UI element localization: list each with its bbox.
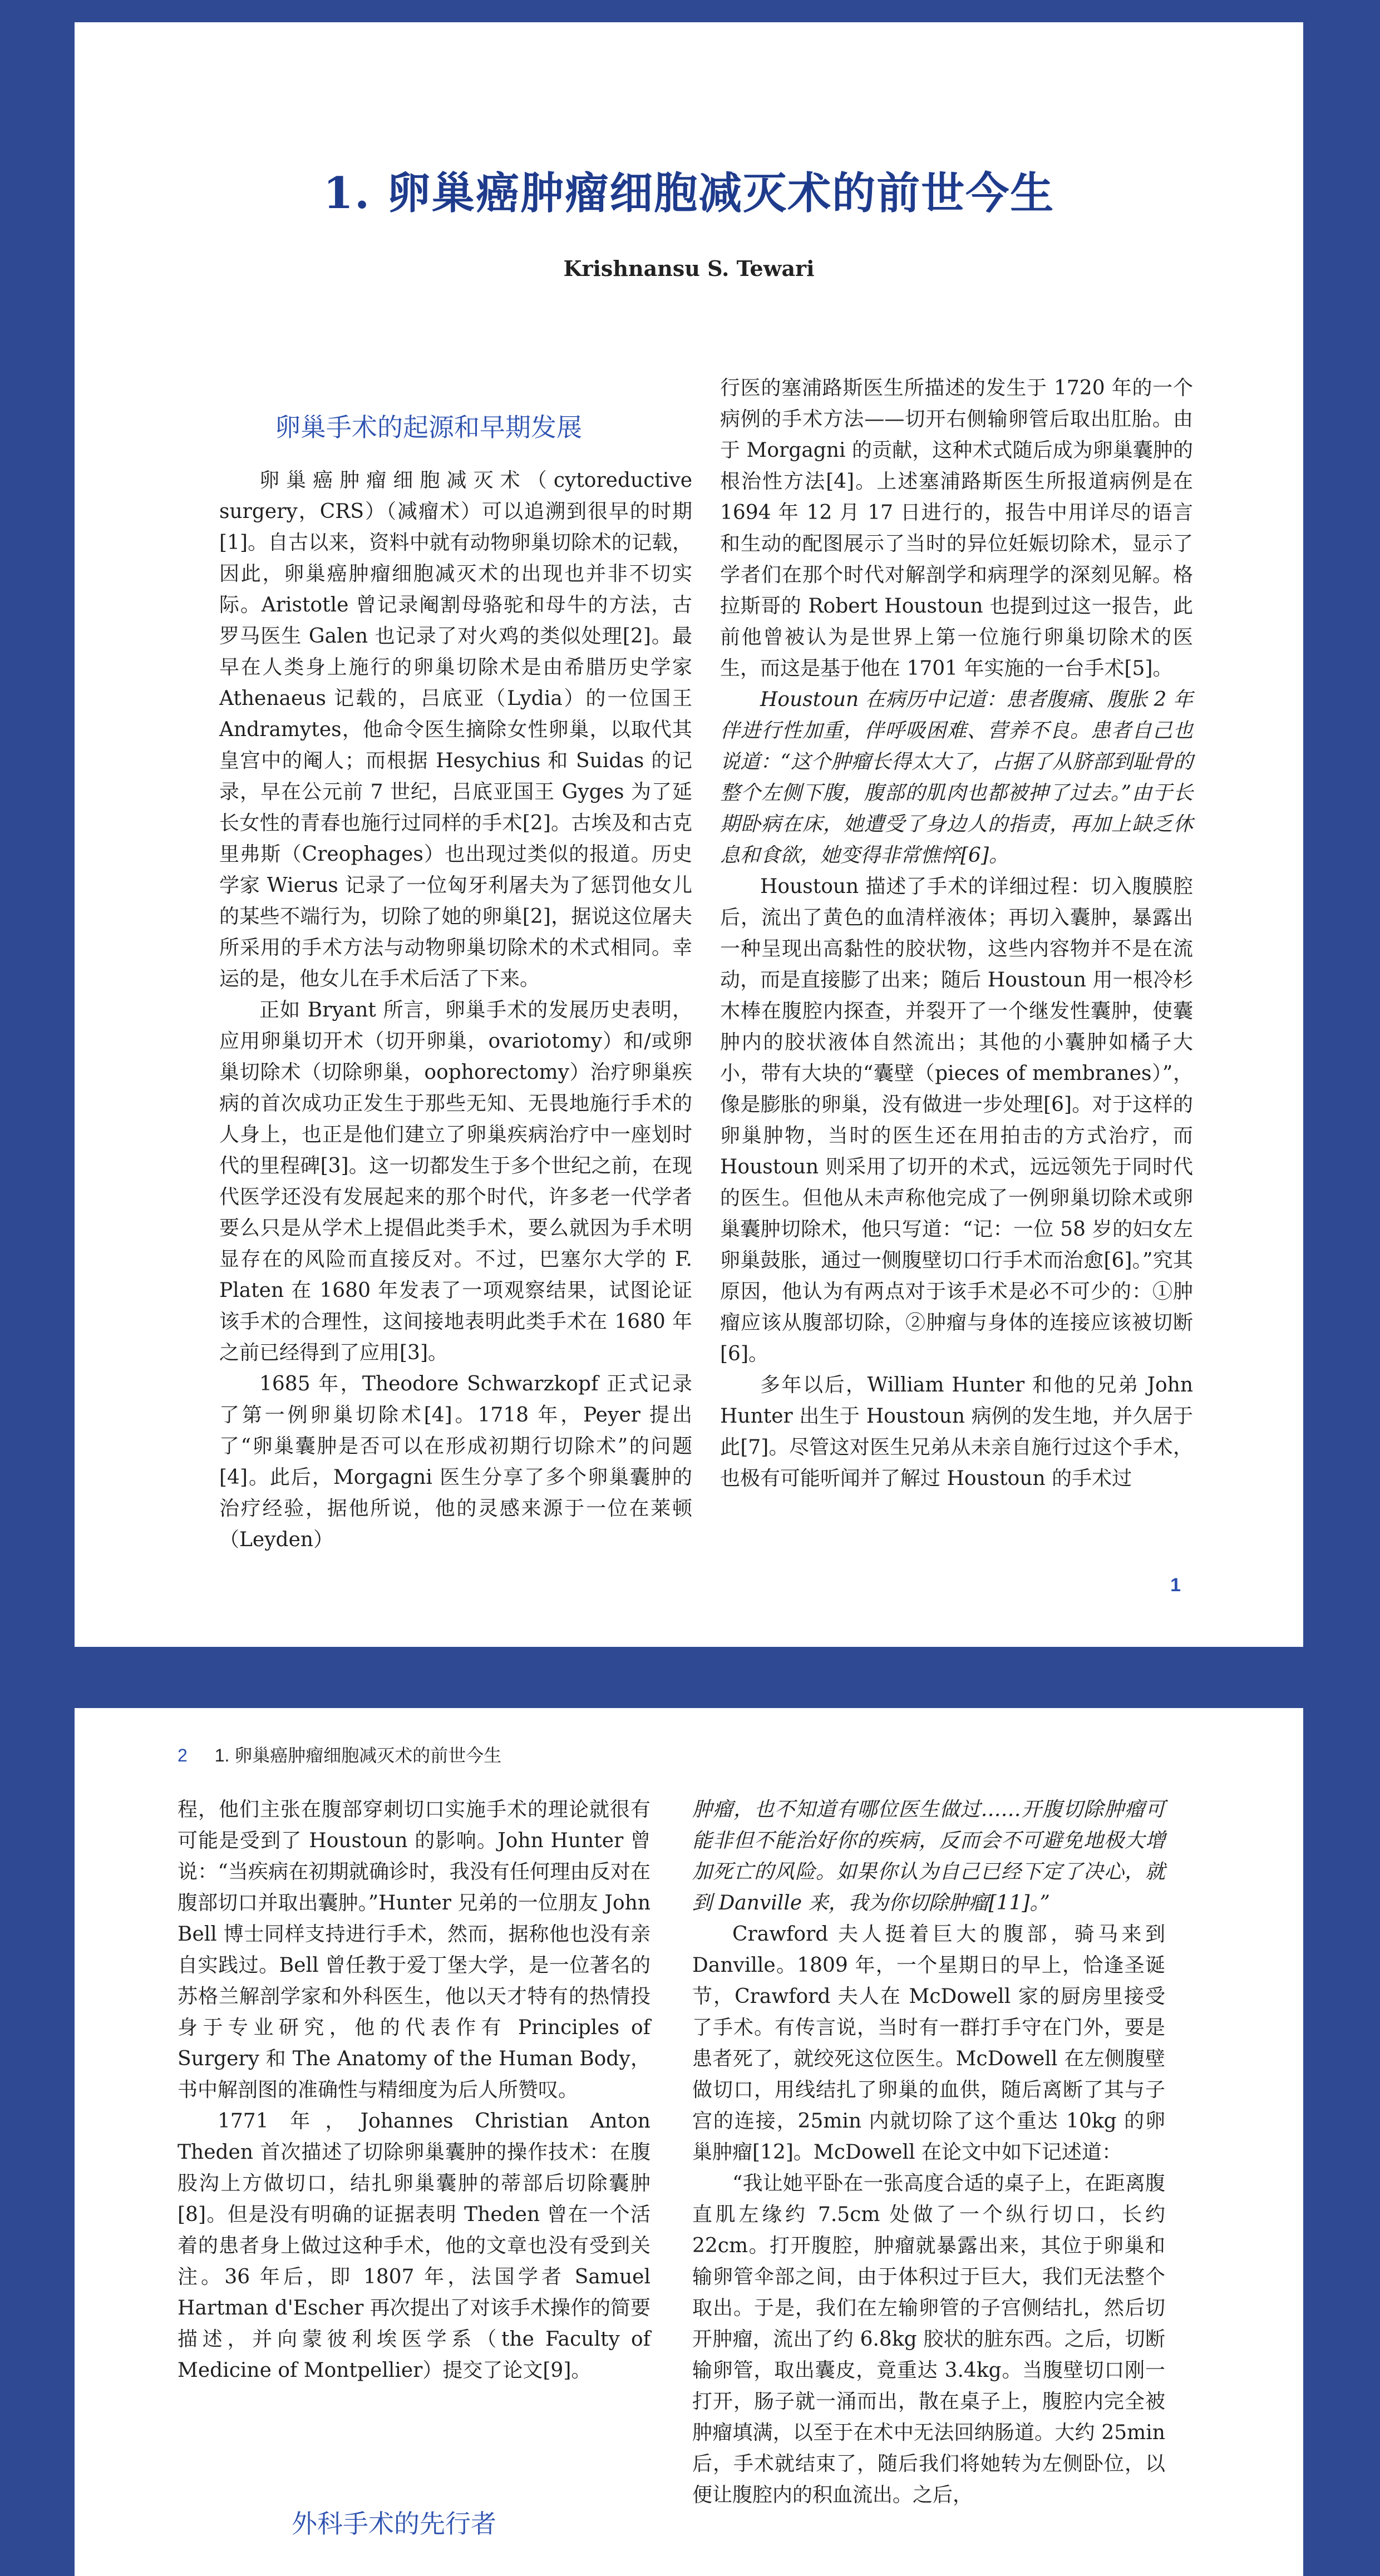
quote-paragraph: 肿瘤，也不知道有哪位医生做过……开腹切除肿瘤可能非但不能治好你的疾病，反而会不可避免地极大增加死亡的风险。如果你认为自己已经下定了决心，就到 Danville 来，我为你切除肿瘤[11]。” xyxy=(692,1798,1165,1914)
paragraph: 卵巢癌肿瘤细胞减灭术（cytoreductive surgery，CRS）（减瘤术）可以追溯到很早的时期[1]。自古以来，资料中就有动物卵巢切除术的记载，因此，卵巢癌肿瘤细胞减灭术的出现也并非不切实际。Aristotle 曾记录阉割母骆驼和母牛的方法，古罗马医生 Galen 也记录了对火鸡的类似处理[2]。最早在人类身上施行的卵巢切除术是由希腊历史学家 Athenaeus 记载的，吕底亚（Lydia）的一位国王 Andramytes，他命令医生摘除女性卵巢，以取代其皇宫中的阉人；而根据 Hesychius 和 Suidas 的记录，早在公元前 7 世纪，吕底亚国王 Gyges 为了延长女性的青春也施行过同样的手术[2]。古埃及和古克里弗斯（Creophages）也出现过类似的报道。历史学家 Wierus 记录了一位匈牙利屠夫为了惩罚他女儿的某些不端行为，切除了她的卵巢[2]，据说这位屠夫所采用的手术方法与动物卵巢切除术的术式相同。幸运的是，他女儿在手术后活了下来。 xyxy=(219,469,692,990)
paragraph: 多年以后，William Hunter 和他的兄弟 John Hunter 出生于 Houstoun 病例的发生地，并久居于此[7]。尽管这对医生兄弟从未亲自施行过这个手术，也极有可能听闻并了解过 Houstoun 的手术过 xyxy=(720,1374,1193,1490)
page-number: 1 xyxy=(1170,1575,1181,1596)
left-column xyxy=(178,1794,650,2386)
author-name: Krishnansu S. Tewari xyxy=(563,256,815,281)
chapter-title: 1. 卵巢癌肿瘤细胞减灭术的前世今生 xyxy=(323,168,1055,219)
running-header-title: 1. 卵巢癌肿瘤细胞减灭术的前世今生 xyxy=(214,1745,502,1765)
paragraph: Crawford 夫人挺着巨大的腹部，骑马来到 Danville。1809 年，一个星期日的早上，恰逢圣诞节，Crawford 夫人在 McDowell 家的厨房里接受了手术。有传言说，当时有一群打手守在门外，要是患者死了，就绞死这位医生。McDowell 在左侧腹壁做切口，用线结扎了卵巢的血供，随后离断了其与子宫的连接，25min 内就切除了这个重达 10kg 的卵巢肿瘤[12]。McDowell 在论文中如下记述道： xyxy=(692,1923,1165,2164)
right-column xyxy=(720,373,1193,1494)
paragraph: 1771 年，Johannes Christian Anton Theden 首次描述了切除卵巢囊肿的操作技术：在腹股沟上方做切口，结扎卵巢囊肿的蒂部后切除囊肿[8]。但是没有明确的证据表明 Theden 曾在一个活着的患者身上做过这种手术，他的文章也没有受到关注。36 年后，即 1807 年，法国学者 Samuel Hartman d'Escher 再次提出了对该手术操作的简要描述，并向蒙彼利埃医学系（the Faculty of Medicine of Montpellier）提交了论文[9]。 xyxy=(178,2110,650,2382)
section-heading: 外科手术的先行者 xyxy=(292,2509,496,2539)
paragraph: Houstoun 描述了手术的详细过程：切入腹膜腔后，流出了黄色的血清样液体；再切入囊肿，暴露出一种呈现出高黏性的胶状物，这些内容物并不是在流动，而是直接膨了出来；随后 Houstoun 用一根冷杉木棒在腹腔内探查，并裂开了一个继发性囊肿，使囊肿内的胶状液体自然流出；其他的小囊肿如橘子大小，带有大块的“囊壁（pieces of membranes）”，像是膨胀的卵巢，没有做进一步处理[6]。对于这样的卵巢肿物，当时的医生还在用拍击的方式治疗，而 Houstoun 则采用了切开的术式，远远领先于同时代的医生。但他从未声称他完成了一例卵巢切除术或卵巢囊肿切除术，他只写道：“记：一位 58 岁的妇女左卵巢鼓胀，通过一侧腹壁切口行手术而治愈[6]。”究其原因，他认为有两点对于该手术是必不可少的：①肿瘤应该从腹部切除，②肿瘤与身体的连接应该被切断[6]。 xyxy=(720,875,1193,1365)
paragraph: “我让她平卧在一张高度合适的桌子上，在距离腹直肌左缘约 7.5cm 处做了一个纵行切口，长约 22cm。打开腹腔，肿瘤就暴露出来，其位于卵巢和输卵管伞部之间，由于体积过于巨大，我们无法整个取出。于是，我们在左输卵管的子宫侧结扎，然后切开肿瘤，流出了约 6.8kg 胶状的脏东西。之后，切断输卵管，取出囊皮，竟重达 3.4kg。当腹壁切口刚一打开，肠子就一涌而出，散在桌子上，腹腔内完全被肿瘤填满，以至于在术中无法回纳肠道。大约 25min 后，手术就结束了，随后我们将她转为左侧卧位，以便让腹腔内的积血流出。之后， xyxy=(692,2172,1165,2506)
paragraph: 1685 年，Theodore Schwarzkopf 正式记录了第一例卵巢切除术[4]。1718 年，Peyer 提出了“卵巢囊肿是否可以在形成初期行切除术”的问题[4]。此后，Morgagni 医生分享了多个卵巢囊肿的治疗经验，据他所说，他的灵感来源于一位在莱顿（Leyden） xyxy=(219,1373,692,1551)
page-2 xyxy=(75,1708,1303,2576)
running-header-number: 2 xyxy=(178,1745,188,1765)
page-1 xyxy=(75,22,1303,1647)
right-column xyxy=(692,1794,1165,2511)
quote-paragraph: Houstoun 在病历中记道：患者腹痛、腹胀 2 年伴进行性加重，伴呼吸困难、营养不良。患者自己也说道：“这个肿瘤长得太大了，占据了从脐部到耻骨的整个左侧下腹，腹部的肌肉也都被抻了过去。”由于长期卧病在床，她遭受了身边人的指责，再加上缺乏休息和食欲，她变得非常憔悴[6]。 xyxy=(720,688,1193,867)
running-header xyxy=(178,1741,501,1767)
paragraph: 行医的塞浦路斯医生所描述的发生于 1720 年的一个病例的手术方法——切开右侧输卵管后取出肛胎。由于 Morgagni 的贡献，这种术式随后成为卵巢囊肿的根治性方法[4]。上述塞浦路斯医生所报道病例是在 1694 年 12 月 17 日进行的，报告中用详尽的语言和生动的配图展示了当时的异位妊娠切除术，显示了学者们在那个时代对解剖学和病理学的深刻见解。格拉斯哥的 Robert Houstoun 也提到过这一报告，此前他曾被认为是世界上第一位施行卵巢切除术的医生，而这是基于他在 1701 年实施的一台手术[5]。 xyxy=(720,377,1193,680)
paragraph: 程，他们主张在腹部穿刺切口实施手术的理论就很有可能是受到了 Houstoun 的影响。John Hunter 曾说：“当疾病在初期就确诊时，我没有任何理由反对在腹部切口并取出囊肿。”Hunter 兄弟的一位朋友 John Bell 博士同样支持进行手术，然而，据称他也没有亲自实践过。Bell 曾任教于爱丁堡大学，是一位著名的苏格兰解剖学家和外科医生，他以天才特有的热情投身于专业研究，他的代表作有 Principles of Surgery 和 The Anatomy of the Human Body，书中解剖图的准确性与精细度为后人所赞叹。 xyxy=(178,1798,650,2101)
section-heading: 卵巢手术的起源和早期发展 xyxy=(275,412,582,442)
paragraph: 正如 Bryant 所言，卵巢手术的发展历史表明，应用卵巢切开术（切开卵巢，ovariotomy）和/或卵巢切除术（切除卵巢，oophorectomy）治疗卵巢疾病的首次成功正发生于那些无知、无畏地施行手术的人身上，也正是他们建立了卵巢疾病治疗中一座划时代的里程碑[3]。这一切都发生于多个世纪之前，在现代医学还没有发展起来的那个时代，许多老一代学者要么只是从学术上提倡此类手术，要么就因为手术明显存在的风险而直接反对。不过，巴塞尔大学的 F. Platen 在 1680 年发表了一项观察结果，试图论证该手术的合理性，这间接地表明此类手术在 1680 年之前已经得到了应用[3]。 xyxy=(219,999,692,1364)
left-column xyxy=(219,412,692,1556)
